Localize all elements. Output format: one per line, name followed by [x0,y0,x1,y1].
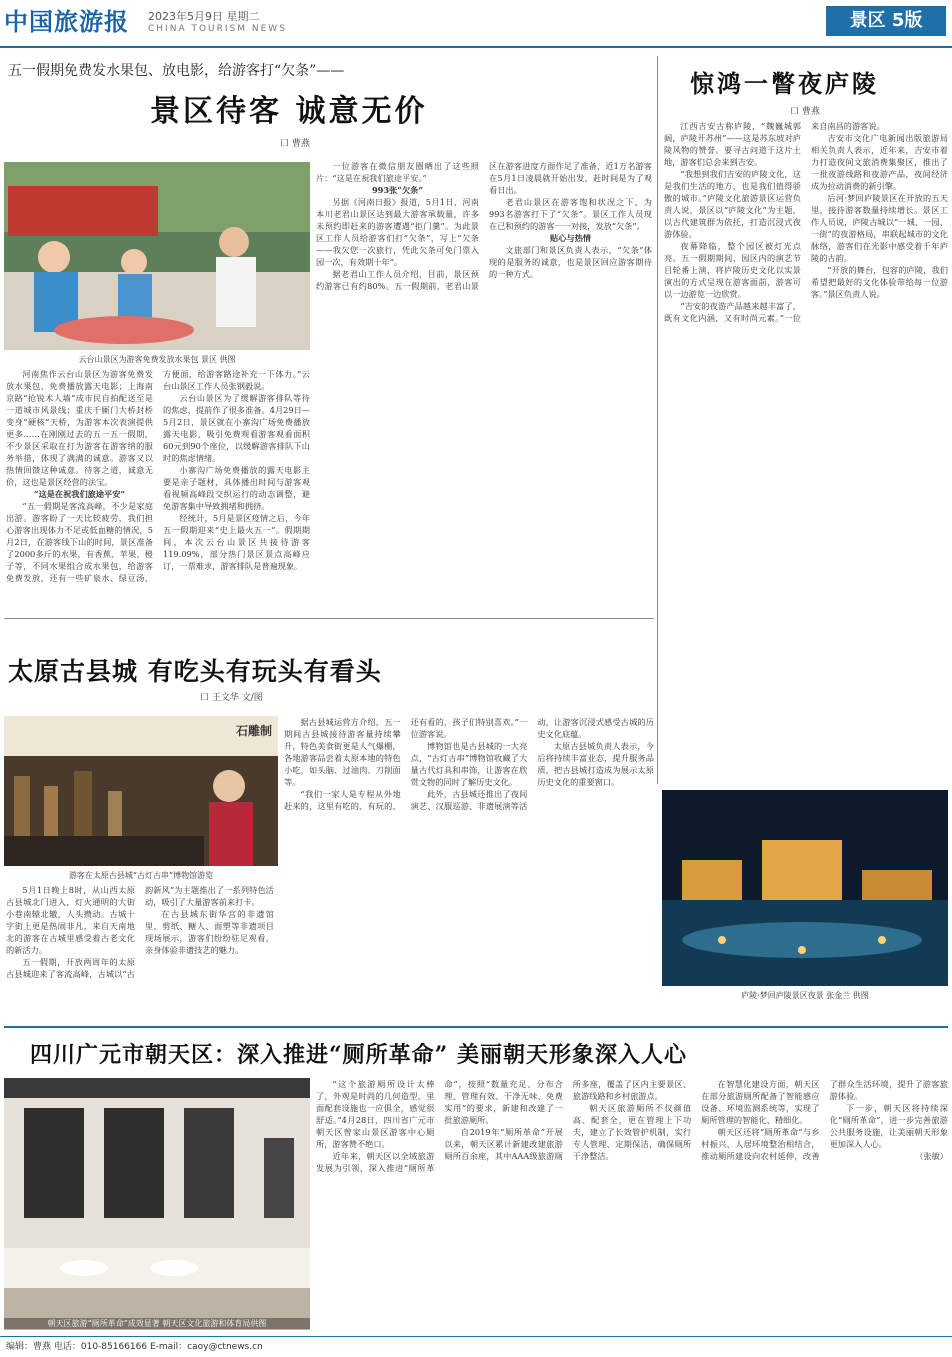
article1-byline: 口 曹燕 [280,139,310,149]
masthead-subtitle: CHINA TOURISM NEWS [148,24,287,34]
article4-byline-end: （张敏） [915,1151,948,1161]
article1-title: 景区待客 诚意无价 [150,94,428,129]
paragraph: 河南焦作云台山景区为游客免费发放水果包、免费播放露天电影；上海南京路“抢锐术人墙”成市民自拍配送至是一道城市风景线；重庆千厮门大桥封桥变身“硬核”天桥，为游客本次表演提供更多……在刚刚过去的五一五一假期，不少景区采取在打为游客在游客纳的服务举措，体现了满满的诚意。游客又以热情回馈这种诚意。待客之道，诚意无价，这也是景区经营的法宝。 [6,369,153,487]
paragraph: 小寨沟广场免费播放的露天电影主要是亲子题材，具体播出时间与游客观看视频高峰段交织运行的动态调整，避免游客集中导致拥堵和拥挤。 [163,465,310,511]
paragraph: 经统计，5月是景区疫情之后，今年五一假期迎来“史上最火五一”。假期期间，本次云台山景区共接待游客119.09%，部分热门景区景点高峰应订，一票难求，游客排队是普遍现象。 [163,513,310,571]
article3-title: 太原古县城 有吃头有玩头有看头 [8,657,382,686]
article3-photo [4,716,278,866]
article1-body-left [6,368,310,604]
paragraph: 此外，古县城还推出了夜间演艺、汉服巡游、非遗展演等活动，让游客沉浸式感受古城的历史文化底蕴。 [410,717,654,811]
paragraph: 5月1日晚上8时，从山西太原古县城北门进入，灯火通明的大街小巷南辕北辙，人头攒动。古城十字街上更是热闹非凡，来自天南地北的游客在古城里感受着古老文化的新活力。 [6,885,135,955]
paragraph: 近年来，朝天区以全域旅游发展为引领，深入推进“厕所革命”，按照“数量充足、分布合理、管理有效、干净无味、免费实用”的要求，新建和改建了一批旅游厕所。 [316,1079,563,1173]
article3-body-right [284,716,654,1012]
section-divider [4,1026,948,1028]
paragraph: 后河·梦回庐陵景区在开放的五天里，接待游客数量持续增长。景区工作人员说，庐陵古城以“一城、一园、一街”的夜游格局，串联起城市的文化脉络，游客们在光影中感受着千年庐陵的古韵。 [811,193,948,263]
paragraph: 朝天区旅游厕所不仅颜值高、配套全，更在管理上下功夫，建立了长效管护机制，实行专人管理、定期保洁，确保厕所干净整洁。 [572,1103,692,1161]
article4-title: 四川广元市朝天区：深入推进“厕所革命” 美丽朝天形象深入人心 [30,1042,687,1068]
article2-photo [662,790,948,986]
article2-body [664,120,948,800]
paragraph: 太原古县城负责人表示，今后将持续丰富业态，提升服务品质，把古县城打造成为展示太原历史文化的重要窗口。 [537,741,654,787]
paragraph: 夜幕降临，整个园区被灯光点亮。五一假期期间，园区内的演艺节目轮番上演，将庐陵历史文化以实景演出的方式呈现在游客面前，游客可以一边游览一边欣赏。 [664,241,801,299]
article4-photo-caption: 朝天区旅游“厕所革命”成效显著 朝天区文化旅游和体育局供图 [4,1318,310,1329]
article1-photo [4,162,310,350]
article1-photo-caption: 云台山景区为游客免费发放水果包 景区 供图 [78,355,236,364]
article1-kicker: 五一假期免费发水果包、放电影，给游客打“欠条”—— [8,63,345,79]
article3-photo-caption: 游客在太原古县城“古灯古串”博物馆游览 [68,871,214,880]
article4-body [316,1078,948,1322]
paragraph: 另据《河南日报》报道，5月1日，河南本川老君山景区达到最大游客承载量，许多未预约即赶来的游客遭遇“拒门羹”。为此景区工作人员给游客们打“欠条”，写上“欠条——我欠您一次旅行，凭此欠条可免门票入园一次，有效期十年”。 [316,197,479,267]
article3-body-left [6,884,274,1012]
paragraph: “开放的舞台，包容的庐陵，我们希望把最好的文化体验带给每一位游客。”景区负责人说。 [811,265,948,299]
restroom-photo [4,1078,310,1330]
paragraph: “五一假期是客流高峰，不少是家庭出游。游客盼了一天比较疲劳，我们担心游客出现体力不足或低血糖的情况，5月2日，在游客线下山的时间，景区准备了2000多斤的水果，有香蕉、苹果、橙子等，不同水果组合成水果包，给游客免费发放，还有一些矿泉水、绿豆汤、方便面，给游客路途补充一下体力。”云台山景区工作人员张钢毅说。 [6,369,310,583]
paragraph: 江西吉安古称庐陵，“魏巍城郭阔，庐陵开苏州”——这是苏东坡对庐陵风物的赞誉。要寻古问道于这片土地，游客们总会来到吉安。 [664,121,801,167]
fruit-stand-photo [4,162,310,350]
paragraph: 据古县城运营方介绍，五一期间古县城接待游客量持续攀升，特色美食街更是人气爆棚，各地游客品尝着太原本地的特色小吃，如头脑、过油肉、刀削面等。 [284,717,401,787]
paragraph: 老君山景区在游客饱和状况之下，为993名游客打下了“欠条”。景区工作人员现在已和预约的游客一一对接，发放“欠条”。 [489,197,652,231]
paragraph: 博物馆也是古县城的一大亮点，“古灯古串”博物馆收藏了大量古代灯具和串饰，让游客在欣赏文物的同时了解历史文化。 [410,741,528,787]
paragraph: “我想到我们吉安的庐陵文化，这是我们生活的地方，也是我们值得骄傲的城市。”庐陵文化旅游景区运营负责人说，景区以“庐陵文化”为主题，以古代建筑群为依托，打造沉浸式夜游体验。 [664,169,801,239]
paragraph: 在古县城东街华宫的非遗馆里，剪纸、糖人、面塑等非遗项目现场展示，游客们纷纷驻足观看，亲身体验非遗技艺的魅力。 [145,909,274,955]
paragraph: 云台山景区为了缓解游客排队等待的焦虑，提前作了很多准备。4月29日—5月2日，景区就在小寨沟广场免费播放露天电影，吸引免费观看游客观看面积60元到90个座位，以缓解游客排队下山时的焦虑情绪。 [163,393,310,463]
section-divider [4,618,654,619]
paragraph: 下一步，朝天区将持续深化“厕所革命”，进一步完善旅游公共服务设施，让美丽朝天形象更加深入人心。 [829,1103,948,1149]
article1-body-right [316,160,652,604]
article2-byline: 口 曹燕 [790,107,820,117]
article3-byline: 口 王文华 文/图 [200,693,263,703]
paragraph: 吉安市文化广电新闻出版旅游局相关负责人表示，近年来，吉安市着力打造夜间文旅消费集聚区，推出了一批夜游线路和夜游产品，夜间经济成为拉动消费的新引擎。 [811,133,948,191]
paragraph: 朝天区还将“厕所革命”与乡村振兴、人居环境整治相结合，推动厕所建设向农村延伸，改善了群众生活环境，提升了游客旅游体验。 [701,1079,948,1161]
article2-title: 惊鸿一瞥夜庐陵 [690,69,879,98]
museum-sign: 石雕制 [235,724,272,738]
page-footer: 编辑：曹燕 电话：010-85166166 E-mail：caoy@ctnews.cn [0,1336,952,1356]
paragraph: “这个旅游厕所设计太棒了，外观是时尚的几何造型，里面配套设施也一应俱全，感觉很舒适。”4月28日，四川省广元市朝天区曾家山景区游客中心厕所，游客赞不绝口。 [316,1079,435,1149]
subhead: “这是在祝我们旅途平安” [33,489,126,499]
paragraph: 在智慧化建设方面，朝天区在部分旅游厕所配备了智能感应设备、环境监测系统等，实现了厕所管理的智能化、精细化。 [701,1079,820,1125]
masthead [0,0,952,48]
section-badge: 景区 5版 [826,6,946,36]
paragraph: 五一假期，开放两周年的太原古县城迎来了客流高峰，古城以“古韵新风”为主题推出了一系列特色活动，吸引了大量游客前来打卡。 [6,885,274,979]
subhead: 贴心与热情 [550,233,591,243]
article4-photo [4,1078,310,1330]
column-divider [657,56,658,784]
issue-date: 2023年5月9日 星期二 [148,10,260,23]
article2-photo-caption: 庐陵·梦回庐陵景区夜景 张金兰 供图 [741,991,869,1000]
night-scene-photo [662,790,948,986]
paragraph: “吉安的夜游产品越来越丰富了，既有文化内涵，又有时尚元素。”一位来自南昌的游客说。 [664,121,885,323]
paragraph: 自2019年“厕所革命”开展以来，朝天区累计新建改建旅游厕所百余座，其中AAA级旅游厕所多座，覆盖了区内主要景区、旅游线路和乡村旅游点。 [444,1079,692,1161]
newspaper-logo: 中国旅游报 [4,7,129,36]
paragraph: 文旅部门和景区负责人表示，“欠条”体现的是服务的诚意，也是景区回应游客期待的一种方式。 [489,245,652,279]
paragraph: 一位游客在微信朋友圈晒出了这些照片：“这是在祝我们旅途平安。” [316,161,479,183]
paragraph: 据老君山工作人员介绍，目前，景区预约游客已有约80%。五一假期前，老君山景区在游客进度方面作足了准备，近1万名游客在5月1日凌晨就开始出发，赶时间是为了观看日出。 [316,161,652,291]
paragraph: “我们一家人是专程从外地赶来的，这里有吃的、有玩的、还有看的，孩子们特别喜欢。”一位游客说。 [284,717,528,811]
subhead: 993张“欠条” [371,185,424,195]
